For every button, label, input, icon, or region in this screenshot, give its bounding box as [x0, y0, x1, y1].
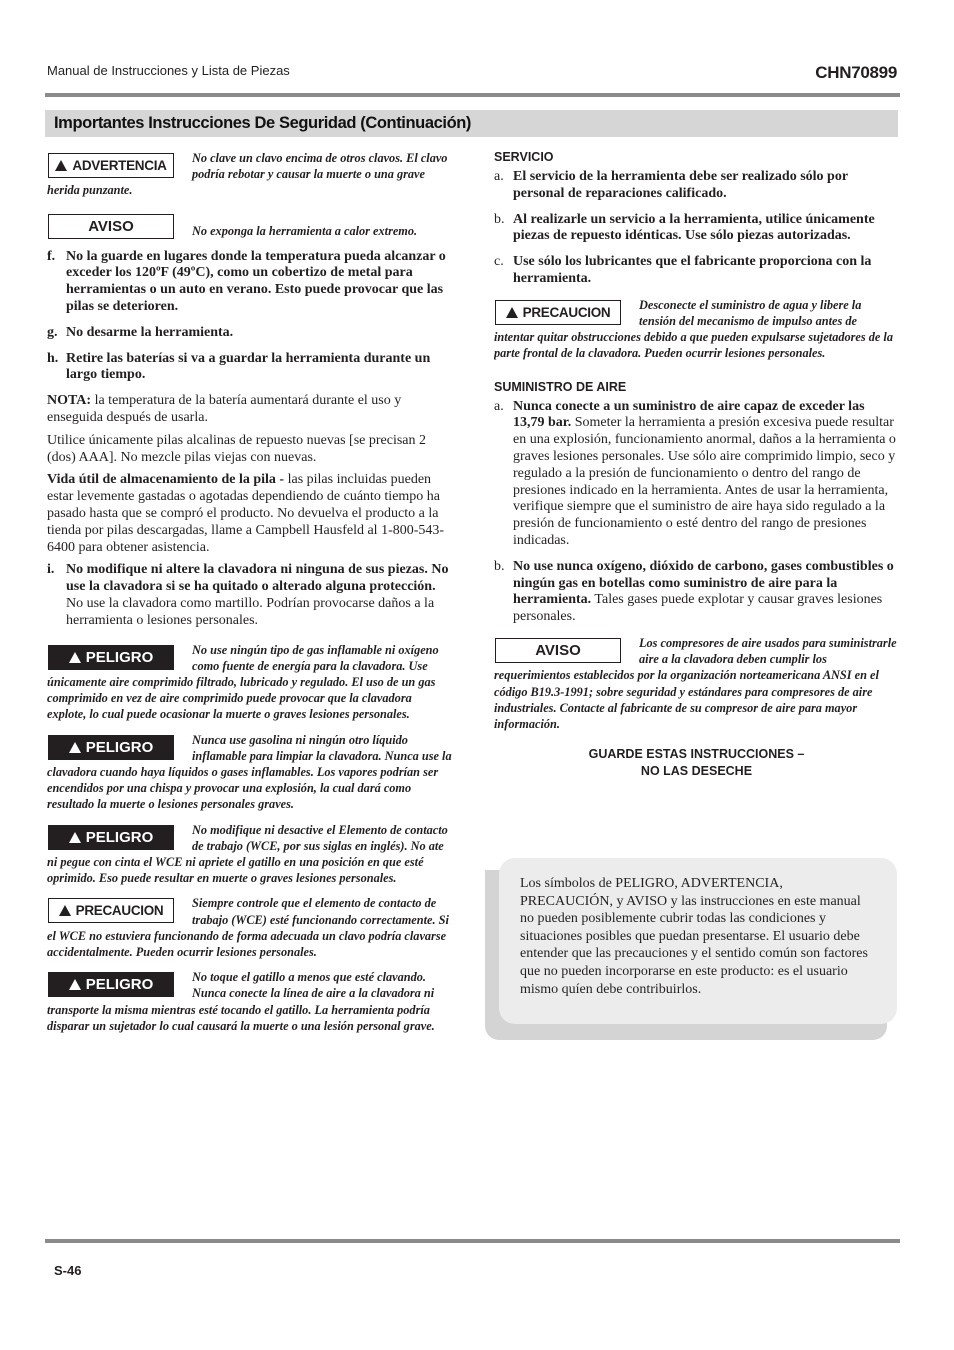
- model-number: CHN70899: [815, 63, 897, 82]
- warning-triangle-icon: [506, 307, 518, 318]
- danger-block: [47, 642, 453, 723]
- notice-text: No exponga la herramienta a calor extremo.: [192, 223, 418, 238]
- page-number: S-46: [54, 1263, 82, 1278]
- warning-triangle-icon: [69, 742, 81, 753]
- precaucion-badge: PRECAUCION: [495, 300, 621, 325]
- keep-instructions-notice: GUARDE ESTAS INSTRUCCIONES – NO LAS DESECHE: [588, 747, 805, 779]
- caution-block: [494, 297, 899, 362]
- caution-text: Siempre controle que el elemento de contacto de trabajo (WCE) esté funcionando correctamente. Si el WCE no estuviera funcionando de forma adecuada un clavo podría clavarse accidentalmente. Pueden ocurrir lesiones personales.: [47, 896, 449, 959]
- advertencia-badge: ADVERTENCIA: [48, 153, 174, 178]
- warning-triangle-icon: [69, 832, 81, 843]
- battery-paragraph: Utilice únicamente pilas alcalinas de repuesto nuevas [se precisan 2 (dos) AAA]. No mezcle pilas viejas con nuevas.: [47, 432, 427, 465]
- peligro-badge: PELIGRO: [48, 645, 174, 670]
- danger-text: No toque el gatillo a menos que esté clavando. Nunca conecte la línea de aire a la clavadora ni transporte la misma mientras esté tocando el gatillo. La herramienta podría disparar un sujetador lo cual causará la muerte o una lesión personal grave.: [47, 970, 435, 1033]
- aviso-badge: AVISO: [495, 638, 621, 663]
- list-item: c. Use sólo los lubricantes que el fabricante proporciona con la herramienta.: [494, 254, 872, 286]
- notice-block: [494, 635, 899, 732]
- note-text: Los símbolos de PELIGRO, ADVERTENCIA, PRECAUCIÓN, y AVISO y las instrucciones en este manual no pueden posiblemente cubrir todas las condiciones y situaciones posibles que puedan presentarse. El usuario debe entender que las precauciones y el sentido común son factores que no pueden incorporarse en este producto: es el usuario mismo quíen debe contribuirlos.: [520, 876, 868, 997]
- list-item: f. No la guarde en lugares donde la temperatura pueda alcanzar o exceder los 120ºF (49ºC), como un cobertizo de metal para herramientas o un auto en verano. Esto puede provocar que las pilas se deterioren.: [47, 248, 446, 314]
- list-item: b. No use nunca oxígeno, dióxido de carbono, gases combustibles o ningún gas en botellas como suministro de aire para la herramienta. Tales gases puede explotar y causar graves lesiones personales.: [494, 558, 894, 625]
- section-header-bar: [45, 110, 898, 137]
- left-column: [47, 150, 453, 1043]
- danger-block: [47, 732, 453, 813]
- list-item: a. El servicio de la herramienta debe ser realizado sólo por personal de reparaciones calificado.: [494, 169, 848, 201]
- battery-life-paragraph: Vida útil de almacenamiento de la pila - las pilas incluidas pueden estar levemente gastadas o agotadas dependiendo de cuánto tiempo ha pasado hasta que se compró el producto. No devuelva el producto a la tienda por pilas descargadas, llame a Campbell Hausfeld al 1-800-543-6400 para obtener asistencia.: [47, 472, 445, 555]
- danger-text: Nunca use gasolina ni ningún otro líquido inflamable para limpiar la clavadora. Nunca use la clavadora cuando haya líquidos o gases inflamables. Los vapores podrían ser encendidos por una chispa y provocar una explosión, la cual dará como resultado la muerte o lesiones personales graves.: [47, 732, 452, 812]
- right-column: [494, 150, 899, 780]
- danger-block: [47, 822, 453, 887]
- caution-block: [47, 895, 453, 960]
- list-item: b. Al realizarle un servicio a la herramienta, utilice únicamente piezas de repuesto idénticas. Use sólo piezas autorizadas.: [494, 211, 875, 244]
- footer-rule: [45, 1239, 900, 1243]
- peligro-badge: PELIGRO: [48, 825, 174, 850]
- notice-text: Los compresores de aire usados para suministrarle aire a la clavadora deben cumplir los requerimientos establecidos por la organización norteamericana ANSI en el código B19.3-1991; sobre seguridad y estándares para compresores de aire industriales. Contacte al fabricante de su compresor de aire para mayor información.: [494, 635, 897, 731]
- list-item: g. No desarme la herramienta.: [47, 324, 234, 340]
- warning-triangle-icon: [55, 160, 67, 171]
- warning-triangle-icon: [69, 652, 81, 663]
- section-title: Importantes Instrucciones De Seguridad (Continuación): [54, 114, 472, 132]
- warning-block: [47, 150, 453, 199]
- notice-block: [47, 208, 453, 243]
- danger-block: [47, 969, 453, 1034]
- list-item: a. Nunca conecte a un suministro de aire capaz de exceder las 13,79 bar. Someter la herramienta a presión excesiva puede resultar en una explosión, funcionamiento anormal, daños a la herramienta o graves lesiones personales. Use sólo aire comprimido limpio, seco y regulado a la presión de funcionamiento o dentro del rango de presiones indicado en la herramienta. Antes de usar la herramienta, verifique siempre que el suministro de aire haya sido regulado a la presión de funcionamiento o esté dentro del rango de presiones indicadas.: [494, 398, 896, 548]
- precaucion-badge: PRECAUCION: [48, 898, 174, 923]
- suministro-aire-heading: SUMINISTRO DE AIRE: [494, 379, 627, 394]
- danger-text: No modifique ni desactive el Elemento de contacto de trabajo (WCE, por sus siglas en inglés). No ate ni pegue con cinta el WCE ni apriete el gatillo en una posición en que esté oprimido. Eso puede resultar en muerte o graves lesiones personales.: [47, 822, 448, 886]
- header-rule: [45, 93, 900, 97]
- caution-text: Desconecte el suministro de agua y libere la tensión del mecanismo de impulso antes de intentar quitar obstrucciones debido a que pueden expulsarse sujetadores de la parte frontal de la clavadora. Pueden ocurrir lesiones personales.: [494, 297, 893, 361]
- peligro-badge: PELIGRO: [48, 972, 174, 997]
- nota-paragraph: NOTA: la temperatura de la batería aumentará durante el uso y enseguida después de usarla.: [47, 393, 402, 425]
- warning-text: No clave un clavo encima de otros clavos. El clavo podría rebotar y causar la muerte o una grave herida punzante.: [47, 151, 448, 198]
- manual-title: Manual de Instrucciones y Lista de Piezas: [47, 63, 290, 78]
- danger-text: No use ningún tipo de gas inflamable ni oxígeno como fuente de energía para la clavadora. Use únicamente aire comprimido filtrado, lubricado y regulado. El uso de un gas comprimido en vez de aire comprimido puede provocar que la clavadora explote, lo cual puede ocasionar la muerte o graves lesiones personales.: [47, 642, 439, 722]
- note-box: [499, 858, 897, 1024]
- list-item: i. No modifique ni altere la clavadora ni ninguna de sus piezas. No use la clavadora si se ha quitado o alterado alguna protección. No use la clavadora como martillo. Podrían provocarse daños a la herramienta o lesiones personales.: [47, 562, 449, 628]
- servicio-heading: SERVICIO: [494, 150, 554, 164]
- peligro-badge: PELIGRO: [48, 735, 174, 760]
- warning-triangle-icon: [69, 979, 81, 990]
- warning-triangle-icon: [59, 905, 71, 916]
- aviso-badge: AVISO: [48, 214, 174, 239]
- list-item: h. Retire las baterías si va a guardar la herramienta durante un largo tiempo.: [47, 350, 431, 383]
